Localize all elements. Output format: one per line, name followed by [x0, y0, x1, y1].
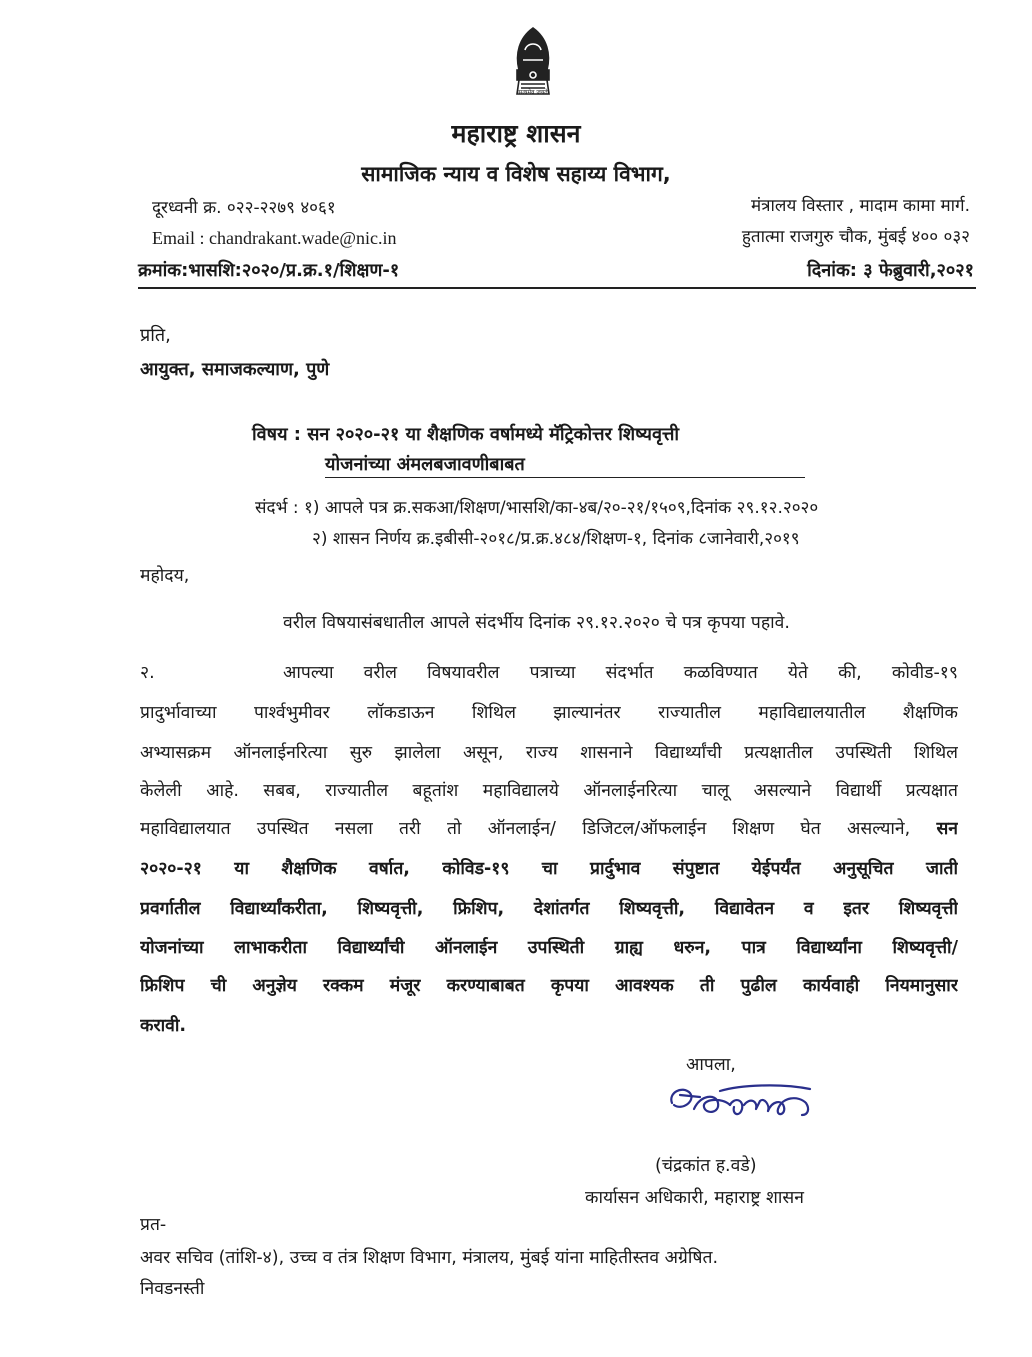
paragraph-2-line6: २०२०-२१ या शैक्षणिक वर्षात, कोविड-१९ चा प्रार्दुभाव संपुष्टात येईपर्यंत अनुसूचित जाती	[140, 859, 958, 879]
reference-1: संदर्भ : १) आपले पत्र क्र.सकआ/शिक्षण/भासशि/का-४ब/२०-२१/१५०९,दिनांक २९.१२.२०२०	[255, 498, 819, 518]
copy-line1: अवर सचिव (तांशि-४), उच्च व तंत्र शिक्षण विभाग, मंत्रालय, मुंबई यांना माहितीस्तव अग्रेषित.	[140, 1248, 719, 1268]
paragraph-1: वरील विषयासंबधातील आपले संदर्भीय दिनांक २९.१२.२०२० चे पत्र कृपया पहावे.	[283, 613, 790, 633]
paragraph-2-line2: प्रादुर्भावाच्या पार्श्वभुमीवर लॉकडाऊन शिथिल झाल्यानंतर राज्यातील महाविद्यालयातील शैक्षणिक	[140, 703, 958, 723]
header-divider	[138, 287, 976, 289]
signatory-name: (चंद्रकांत ह.वडे)	[655, 1156, 757, 1176]
closing: आपला,	[686, 1055, 736, 1075]
subject-line2	[325, 452, 805, 478]
subject-line1: विषय : सन २०२०-२१ या शैक्षणिक वर्षामध्ये मॅट्रिकोत्तर शिष्यवृत्ती	[252, 424, 680, 445]
emblem-motto: सत्यमेव जयते	[518, 89, 548, 96]
paragraph-2-line3: अभ्यासक्रम ऑनलाईनरित्या सुरु झालेला असून, राज्य शासनाने विद्यार्थ्यांची प्रत्यक्षातील उपस्थिती शिथिल	[140, 743, 958, 763]
reference-2: २) शासन निर्णय क्र.इबीसी-२०१८/प्र.क्र.४८४/शिक्षण-१, दिनांक ८जानेवारी,२०१९	[312, 529, 800, 549]
office-address-line1: मंत्रालय विस्तार , मादाम कामा मार्ग.	[750, 196, 970, 216]
salutation: महोदय,	[140, 566, 190, 586]
government-title: महाराष्ट्र शासन	[451, 119, 581, 148]
copy-line2: निवडनस्ती	[140, 1279, 205, 1299]
phone-number: दूरध्वनी क्र. ०२२-२२७९ ४०६१	[152, 198, 336, 218]
recipient-name: आयुक्त, समाजकल्याण, पुणे	[140, 359, 330, 380]
office-address-line2: हुतात्मा राजगुरु चौक, मुंबई ४०० ०३२	[741, 227, 970, 247]
paragraph-2-line1-text: आपल्या वरील विषयावरील पत्राच्या संदर्भात कळविण्यात येते की, कोवीड-१९	[283, 663, 958, 683]
paragraph-2-line8: योजनांच्या लाभाकरीता विद्यार्थ्यांची ऑनलाईन उपस्थिती ग्राह्य धरुन, पात्र विद्यार्थ्यांना शिष्यवृत्ती/	[140, 938, 958, 958]
copy-label: प्रत-	[140, 1215, 167, 1235]
department-name: सामाजिक न्याय व विशेष सहाय्य विभाग,	[361, 162, 671, 186]
paragraph-2-line10: करावी.	[140, 1016, 187, 1036]
reference-number: क्रमांक:भासशि:२०२०/प्र.क्र.१/शिक्षण-१	[138, 260, 400, 281]
paragraph-2-number: २.	[140, 663, 155, 683]
paragraph-2-line1	[283, 660, 958, 684]
paragraph-2-line9: फ्रिशिप ची अनुज्ञेय रक्कम मंजूर करण्याबाबत कृपया आवश्यक ती पुढील कार्यवाही नियमानुसार	[140, 976, 958, 996]
recipient-label: प्रति,	[140, 325, 171, 346]
email-address: Email : chandrakant.wade@nic.in	[152, 228, 397, 248]
paragraph-2-line5-normal: महाविद्यालयात उपस्थित नसला तरी तो ऑनलाईन/ डिजिटल/ऑफलाईन शिक्षण घेत असल्याने,	[140, 819, 911, 839]
paragraph-2-line5-bold: सन	[936, 819, 958, 839]
paragraph-2-line7: प्रवर्गातील विद्यार्थ्यांकरीता, शिष्यवृत्ती, फ्रिशिप, देशांतर्गत शिष्यवृत्ती, विद्यावेतन व इतर शिष्यवृत्ती	[140, 899, 958, 919]
handwritten-signature	[660, 1075, 850, 1145]
letter-date: दिनांक: ३ फेब्रुवारी,२०२१	[807, 260, 974, 281]
subject-line2-text: योजनांच्या अंमलबजावणीबाबत	[325, 452, 805, 478]
state-emblem	[505, 20, 561, 112]
paragraph-2-line5	[140, 816, 958, 840]
paragraph-2-line4: केलेली आहे. सबब, राज्यातील बहूतांश महाविद्यालये ऑनलाईनरित्या चालू असल्याने विद्यार्थी प्रत्यक्षात	[140, 781, 958, 801]
signatory-designation: कार्यासन अधिकारी, महाराष्ट्र शासन	[585, 1188, 804, 1208]
